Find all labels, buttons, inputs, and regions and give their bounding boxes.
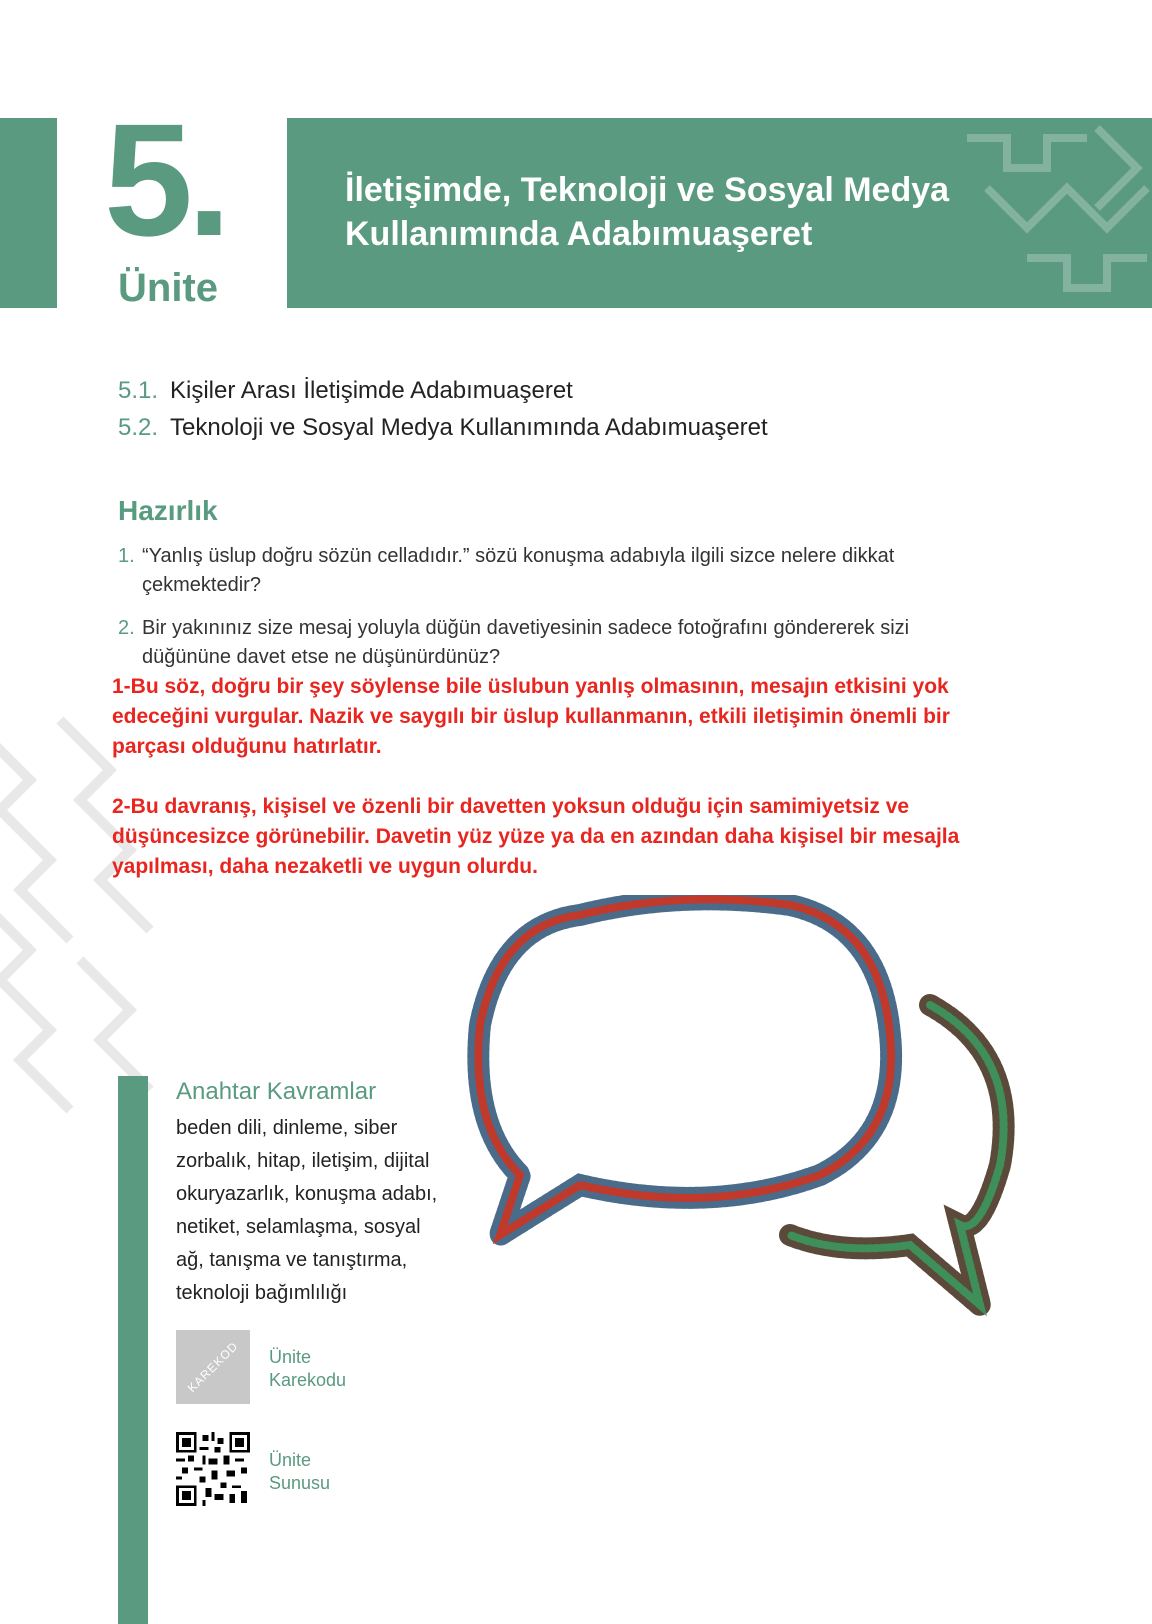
title-band	[287, 118, 1152, 308]
sunum-label[interactable]	[269, 1449, 330, 1495]
question-line: “Yanlış üslup doğru sözün celladıdır.” sözü konuşma adabıyla ilgili sizce nelere dikkat	[142, 545, 895, 567]
question-item	[118, 614, 1038, 672]
answer-line: edeceğini vurgular. Nazik ve saygılı bir üslup kullanmanın, etkili iletişimin önemli bir	[112, 705, 950, 728]
key-concepts-line: zorbalık, hitap, iletişim, dijital	[176, 1150, 430, 1172]
sunum-label-line: Sunusu	[269, 1473, 331, 1493]
unit-title-line2: Kullanımında Adabımuaşeret	[345, 215, 813, 253]
unit-word: Ünite	[118, 266, 218, 310]
karekod-label[interactable]	[269, 1346, 346, 1392]
question-item	[118, 542, 1038, 600]
toc-label: Kişiler Arası İletişimde Adabımuaşeret	[170, 377, 573, 404]
answer-line: 2-Bu davranış, kişisel ve özenli bir davetten yoksun olduğu için samimiyetsiz ve	[112, 795, 910, 818]
sunum-label-line: Ünite	[269, 1450, 312, 1470]
key-concepts-title: Anahtar Kavramlar	[176, 1078, 377, 1105]
answer-block	[112, 792, 1072, 882]
qr-code-icon[interactable]	[176, 1432, 250, 1506]
key-concepts-line: teknoloji bağımlılığı	[176, 1282, 348, 1304]
toc-label: Teknoloji ve Sosyal Medya Kullanımında Adabımuaşeret	[170, 414, 768, 441]
question-line: çekmektedir?	[142, 574, 261, 596]
question-line: düğününe davet etse ne düşünürdünüz?	[142, 646, 501, 668]
key-concepts-line: ağ, tanışma ve tanıştırma,	[176, 1249, 408, 1271]
preparation-heading: Hazırlık	[118, 495, 218, 526]
toc-item[interactable]	[118, 409, 768, 446]
key-concepts-line: okuryazarlık, konuşma adabı,	[176, 1183, 438, 1205]
crowd-speech-bubbles-illustration	[460, 895, 1060, 1325]
toc-number: 5.2.	[118, 414, 159, 441]
header-pattern	[947, 118, 1152, 308]
unit-title-line1: İletişimde, Teknoloji ve Sosyal Medya	[345, 171, 950, 209]
answer-line: düşüncesizce görünebilir. Davetin yüz yüze ya da en azından daha kişisel bir mesajla	[112, 825, 960, 848]
answer-line: parçası olduğunu hatırlatır.	[112, 735, 382, 758]
table-of-contents	[118, 372, 768, 446]
concepts-side-bar	[118, 1076, 148, 1624]
toc-number: 5.1.	[118, 377, 159, 404]
karekod-label-line: Ünite	[269, 1347, 312, 1367]
toc-item[interactable]	[118, 372, 768, 409]
key-concepts-line: beden dili, dinleme, siber	[176, 1117, 398, 1139]
unit-left-bar	[0, 118, 57, 308]
answer-block	[112, 672, 1072, 762]
question-number: 1.	[118, 545, 135, 567]
key-concepts-list	[176, 1112, 486, 1310]
unit-title	[345, 168, 949, 256]
unit-number: 5.	[104, 90, 226, 269]
karekod-box-text: KAREKOD	[184, 1338, 242, 1396]
answer-line: yapılması, daha nezaketli ve uygun olurdu.	[112, 855, 538, 878]
decorative-pattern	[0, 700, 200, 1120]
question-number: 2.	[118, 617, 135, 639]
karekod-placeholder[interactable]	[176, 1330, 250, 1404]
key-concepts-line: netiket, selamlaşma, sosyal	[176, 1216, 421, 1238]
answer-line: 1-Bu söz, doğru bir şey söylense bile üslubun yanlış olmasının, mesajın etkisini yok	[112, 675, 949, 698]
question-line: Bir yakınınız size mesaj yoluyla düğün davetiyesinin sadece fotoğrafını göndererek sizi	[142, 617, 910, 639]
karekod-label-line: Karekodu	[269, 1370, 347, 1390]
